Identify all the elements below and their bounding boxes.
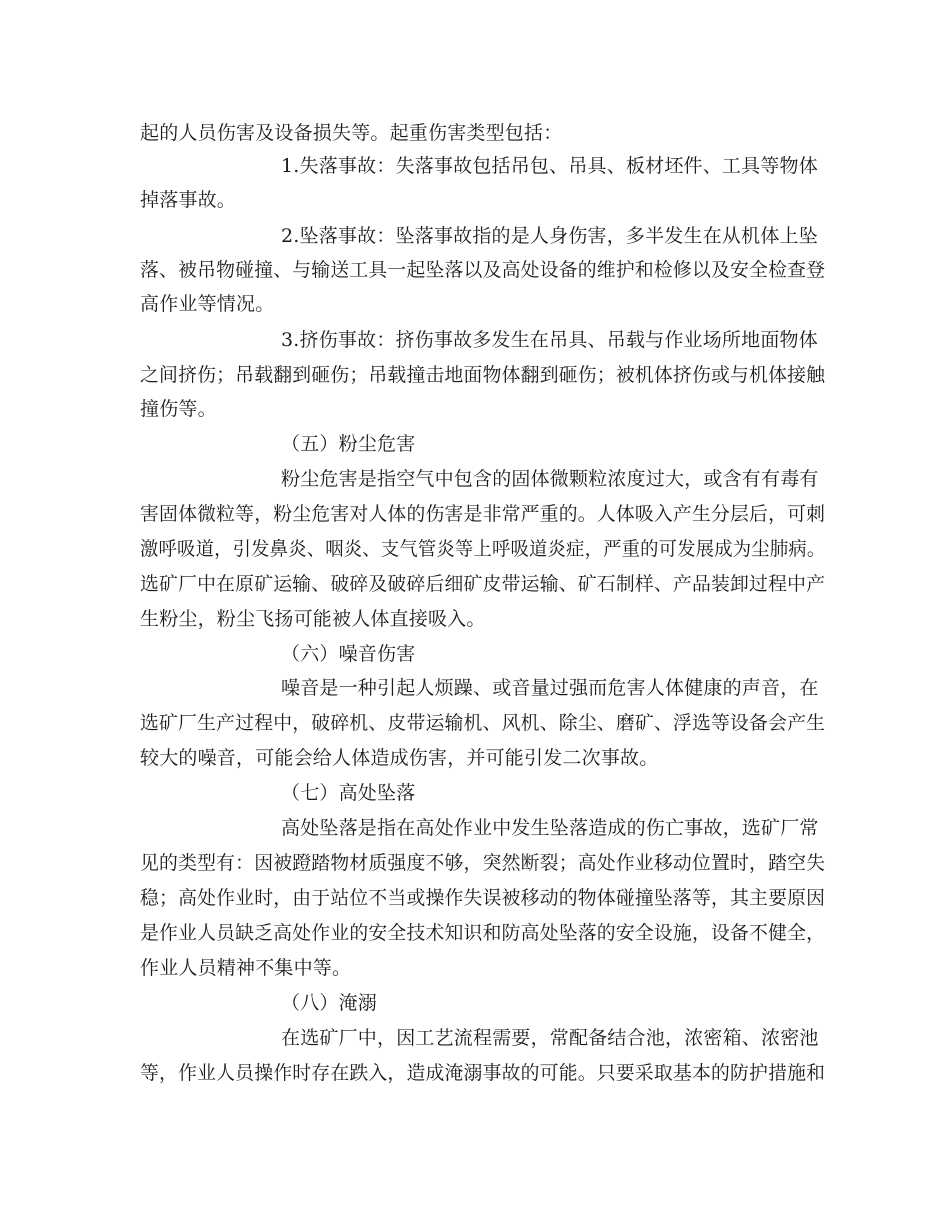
- section-heading: （六）噪音伤害: [281, 643, 416, 665]
- paragraph-line: 高作业等情况。: [140, 293, 275, 315]
- section-heading: （八）淹溺: [281, 992, 378, 1014]
- paragraph-line: 选矿厂生产过程中，破碎机、皮带运输机、风机、除尘、磨矿、浮选等设备会产生: [140, 712, 826, 734]
- paragraph-line: 激呼吸道，引发鼻炎、咽炎、支气管炎等上呼吸道炎症，严重的可发展成为尘肺病。: [140, 538, 826, 560]
- paragraph-line: 稳；高处作业时，由于站位不当或操作失误被移动的物体碰撞坠落等，其主要原因: [140, 887, 826, 909]
- list-item-line: 1.失落事故：失落事故包括吊包、吊具、板材坯件、工具等物体: [281, 155, 818, 177]
- paragraph-line: 撞伤等。: [140, 398, 217, 420]
- paragraph-line: 生粉尘，粉尘飞扬可能被人体直接吸入。: [140, 608, 486, 630]
- list-item-line: 3.挤伤事故：挤伤事故多发生在吊具、吊载与作业场所地面物体: [281, 329, 818, 351]
- paragraph-line: 等，作业人员操作时存在跌入，造成淹溺事故的可能。只要采取基本的防护措施和: [140, 1062, 826, 1084]
- paragraph-line: 噪音是一种引起人烦躁、或音量过强而危害人体健康的声音，在: [281, 677, 819, 699]
- paragraph-line: 落、被吊物碰撞、与输送工具一起坠落以及高处设备的维护和检修以及安全检查登: [140, 259, 826, 281]
- paragraph-line: 掉落事故。: [140, 189, 237, 211]
- paragraph-line: 选矿厂中在原矿运输、破碎及破碎后细矿皮带运输、矿石制样、产品装卸过程中产: [140, 573, 826, 595]
- paragraph-line: 作业人员精神不集中等。: [140, 957, 352, 979]
- section-heading: （七）高处坠落: [281, 782, 416, 804]
- paragraph-line: 粉尘危害是指空气中包含的固体微颗粒浓度过大，或含有有毒有: [281, 468, 819, 490]
- list-item-line: 2.坠落事故：坠落事故指的是人身伤害，多半发生在从机体上坠: [281, 225, 818, 247]
- paragraph-line: 害固体微粒等，粉尘危害对人体的伤害是非常严重的。人体吸入产生分层后，可刺: [140, 503, 826, 525]
- paragraph-line: 在选矿厂中，因工艺流程需要，常配备结合池，浓密箱、浓密池: [281, 1027, 819, 1049]
- paragraph-line: 见的类型有：因被蹬踏物材质强度不够，突然断裂；高处作业移动位置时，踏空失: [140, 852, 826, 874]
- paragraph-line: 高处坠落是指在高处作业中发生坠落造成的伤亡事故，选矿厂常: [281, 817, 819, 839]
- paragraph-line: 较大的噪音，可能会给人体造成伤害，并可能引发二次事故。: [140, 747, 659, 769]
- paragraph-line: 起的人员伤害及设备损失等。起重伤害类型包括：: [140, 122, 563, 144]
- paragraph-line: 之间挤伤；吊载翻到砸伤；吊载撞击地面物体翻到砸伤；被机体挤伤或与机体接触: [140, 364, 826, 386]
- paragraph-line: 是作业人员缺乏高处作业的安全技术知识和防高处坠落的安全设施，设备不健全，: [140, 922, 826, 944]
- section-heading: （五）粉尘危害: [281, 433, 416, 455]
